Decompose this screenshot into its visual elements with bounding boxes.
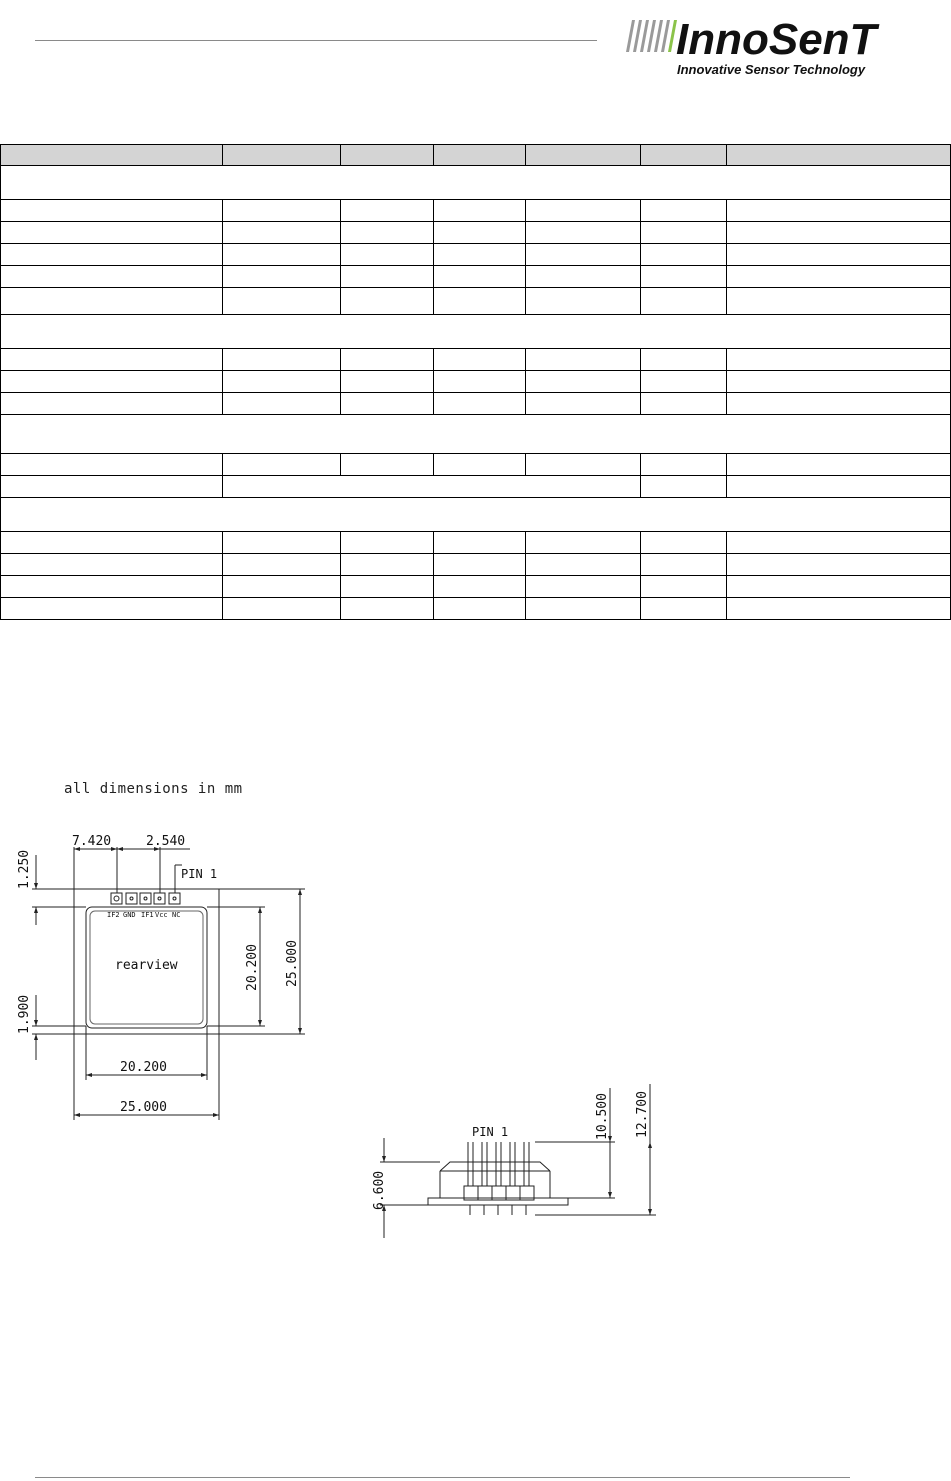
table-row [1,288,951,315]
table-row [1,349,951,371]
table-row [1,598,951,620]
pin-pad [140,893,151,904]
logo-brand: InnoSenT [676,15,877,64]
pin1-label: PIN 1 [181,867,218,881]
dim-top-margin: 1.250 [17,849,32,889]
pcb-base [428,1198,568,1205]
dim-bottom-margin: 1.900 [17,994,32,1034]
table-row [1,244,951,266]
side-pin1-label: PIN 1 [472,1125,509,1139]
innosent-logo [620,0,920,82]
pin-label: IF1 [141,911,154,919]
table-section-row [1,166,951,200]
table-row [1,576,951,598]
table-section-row [1,315,951,349]
table-row [1,200,951,222]
table-row [1,222,951,244]
rearview-label: rearview [115,958,178,973]
housing-outline [440,1162,550,1171]
table-row [1,393,951,415]
table-row [1,454,951,476]
pin-label: NC [172,911,181,919]
dim-outer-width: 25.000 [120,1100,167,1115]
table-section-row [1,498,951,532]
units-note: all dimensions in mm [64,781,243,797]
table-row [1,371,951,393]
table-header-row [1,145,951,166]
sideview-drawing [360,1078,660,1243]
header-rule [35,40,597,41]
table-row [1,532,951,554]
dim-inner-height: 20.200 [245,944,260,991]
pin-pad [169,893,180,904]
pin-pad [126,893,137,904]
table-row [1,554,951,576]
logo-stripes [626,20,670,52]
specification-table [0,144,951,620]
pin-label: IF2 [107,911,120,919]
footer-rule [35,1477,850,1478]
pin-pad [154,893,165,904]
pin-label: GND [123,911,136,919]
table-row [1,476,951,498]
dim-pin-offset: 7.420 [72,834,112,849]
pin-label: Vcc [155,911,168,919]
dim-outer-height: 25.000 [285,940,300,987]
table-section-row [1,415,951,454]
logo-tagline: Innovative Sensor Technology [677,62,866,77]
table-row [1,266,951,288]
dim-body-height: 6.600 [372,1170,387,1210]
dim-total-height: 12.700 [635,1091,650,1138]
dim-pin-height: 10.500 [595,1093,610,1140]
dim-pin-pitch: 2.540 [146,834,186,849]
pin-pad [111,893,122,904]
dim-inner-width: 20.200 [120,1060,167,1075]
rearview-drawing [0,825,320,1125]
